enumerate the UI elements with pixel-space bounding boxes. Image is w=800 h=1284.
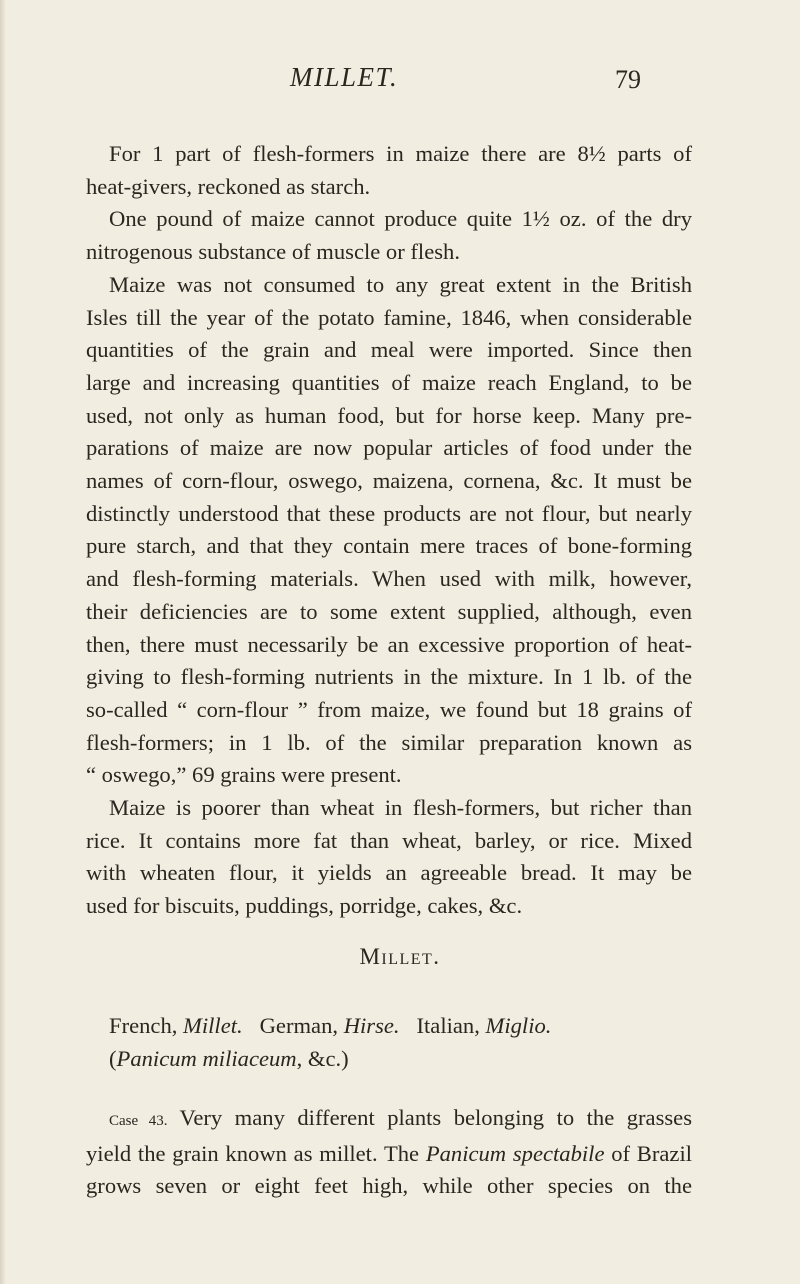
text-line: One pound of maize cannot produce quite 1½ oz. of the dry [109,206,692,232]
paragraph [86,792,692,923]
italian-label: Italian, [416,1013,480,1038]
text-line [86,1170,692,1203]
text-line: For 1 part of flesh-formers in maize there are 8½ parts of [109,141,692,166]
text-line: their deficiencies are to some extent supplied, although, even [86,598,692,624]
text-line: used for biscuits, puddings, porridge, cakes, &c. [86,893,523,919]
running-title: MILLET. [290,62,399,92]
text-line: “ oswego,” 69 grains were present. [86,762,402,788]
case-paragraph [86,1102,692,1203]
text-line: pure starch, and that they contain mere traces of bone-forming [86,533,692,559]
page-edge-shadow [0,0,6,1284]
text-line: used, not only as human food, but for horse keep. Many pre- [86,402,692,428]
species-name: Panicum spectabile [425,1140,605,1166]
paragraph [86,269,692,792]
section-heading: Millet. [359,944,441,969]
text-line: heat-givers, reckoned as starch. [86,173,371,199]
german-name: Hirse. [343,1013,400,1038]
case-line-2-before: yield the grain known as millet. The [86,1140,426,1166]
paren-open: ( [109,1045,117,1071]
body-text [86,138,692,923]
case-line-3: grows seven or eight feet high, while other species on the [86,1173,692,1199]
text-line: names of corn-flour, oswego, maizena, cornena, &c. It must be [86,468,692,494]
text-line: rice. It contains more fat than wheat, barley, or rice. Mixed [86,827,692,853]
text-line: giving to flesh-forming nutrients in the mixture. In 1 lb. of the [86,664,692,690]
latin-names-line [86,1043,692,1076]
text-line: parations of maize are now popular articles of food under the [86,435,692,461]
text-line: Isles till the year of the potato famine, 1846, when considerable [86,304,692,330]
text-line [86,1102,692,1138]
french-name: Millet. [183,1013,243,1038]
latin-name: Panicum miliaceum [116,1045,297,1071]
text-line: Maize is poorer than wheat in flesh-formers, but richer than [109,795,692,821]
paragraph [86,138,692,203]
page-number: 79 [615,65,641,94]
text-line [86,1138,692,1171]
french-label: French, [109,1013,178,1038]
case-line-2-after: of Brazil [604,1140,692,1166]
case-line-1: Very many different plants belonging to the grasses [179,1105,692,1130]
italian-name: Miglio. [485,1013,552,1038]
text-line: and flesh-forming materials. When used with milk, however, [86,566,692,592]
text-line: Maize was not consumed to any great extent in the British [109,271,692,297]
text-line: quantities of the grain and meal were imported. Since then [86,337,692,363]
text-line: so-called “ corn-flour ” from maize, we found but 18 grains of [86,696,692,722]
text-line: nitrogenous substance of muscle or flesh. [86,239,460,265]
text-line: flesh-formers; in 1 lb. of the similar preparation known as [86,729,692,755]
text-line: then, there must necessarily be an excessive proportion of heat- [86,631,692,657]
case-label: Case 43. [109,1113,168,1129]
paragraph [86,203,692,268]
text-line: large and increasing quantities of maize reach England, to be [86,369,692,395]
text-line: distinctly understood that these products are not flour, but nearly [86,500,692,526]
common-names-line [86,1010,692,1043]
common-names [86,1010,692,1075]
running-head [0,62,800,102]
german-label: German, [259,1013,339,1038]
latin-rest: , &c.) [296,1045,349,1071]
text-line: with wheaten flour, it yields an agreeable bread. It may be [86,860,692,886]
